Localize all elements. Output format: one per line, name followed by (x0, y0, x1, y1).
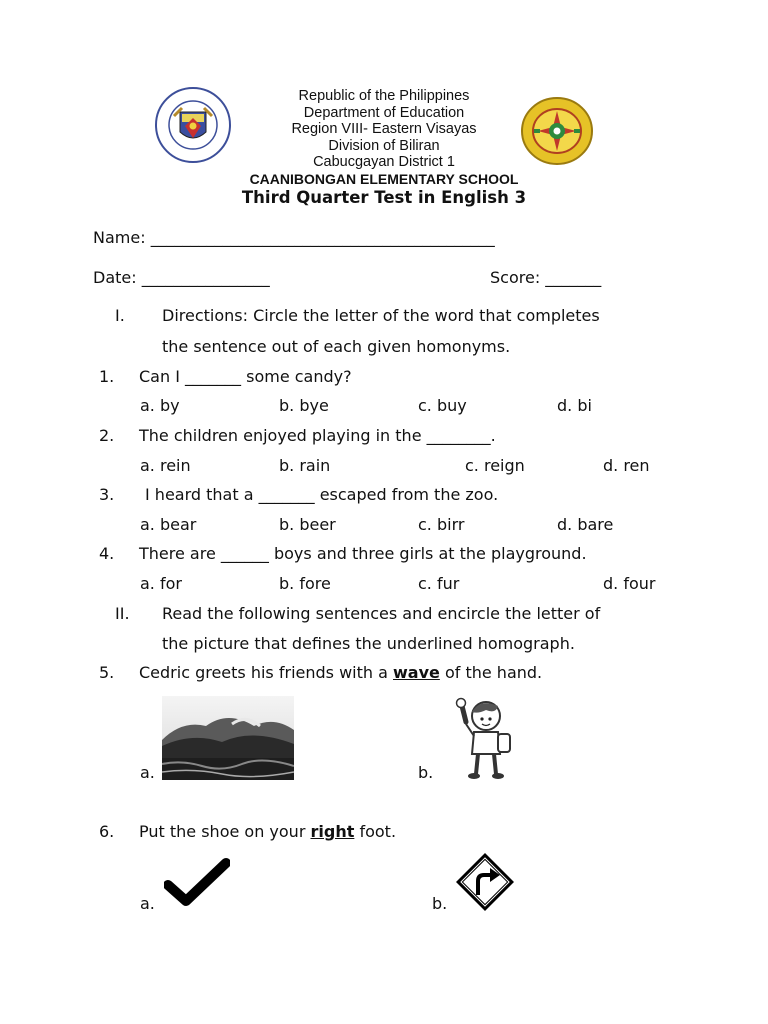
section2-directions-line1: Read the following sentences and encircle the letter of (162, 604, 601, 623)
score-label: Score: (490, 268, 541, 287)
date-field[interactable] (93, 268, 270, 287)
score-line[interactable]: _______ (545, 268, 602, 287)
item-question: The children enjoyed playing in the ________. (139, 426, 496, 445)
date-label: Date: (93, 268, 137, 287)
check-mark-icon[interactable] (164, 857, 230, 907)
choice-b[interactable]: b. bye (279, 396, 329, 415)
choice-a[interactable]: a. rein (140, 456, 191, 475)
choice-c[interactable]: c. reign (465, 456, 525, 475)
header-line: Division of Biliran (328, 137, 440, 154)
section1-directions-line2: the sentence out of each given homonyms. (162, 337, 511, 356)
right-turn-sign-icon[interactable] (454, 851, 516, 913)
choice-a[interactable]: a. (140, 894, 155, 913)
choice-d[interactable]: d. bi (557, 396, 592, 415)
choice-b[interactable]: b. (432, 894, 448, 913)
header-line: Department of Education (303, 104, 465, 121)
choice-b[interactable]: b. rain (279, 456, 331, 475)
name-field[interactable] (93, 228, 495, 247)
boy-waving-cartoon[interactable] (440, 692, 530, 782)
header-line: Republic of the Philippines (298, 88, 470, 104)
choice-b[interactable]: b. (418, 763, 434, 782)
item-number: 2. (99, 426, 115, 445)
choice-d[interactable]: d. bare (557, 515, 614, 534)
choice-a[interactable]: a. for (140, 574, 182, 593)
item-question: There are ______ boys and three girls at the playground. (139, 544, 587, 563)
section1-numeral: I. (115, 306, 125, 325)
score-field[interactable] (490, 268, 601, 287)
name-label: Name: (93, 228, 146, 247)
underlined-homograph: right (310, 822, 355, 841)
item-number: 4. (99, 544, 115, 563)
school-name: CAANIBONGAN ELEMENTARY SCHOOL (249, 171, 519, 187)
choice-c[interactable]: c. birr (418, 515, 465, 534)
choice-a[interactable]: a. (140, 763, 155, 782)
item-question: Cedric greets his friends with a wave of the hand. (139, 663, 543, 682)
header-lines (184, 88, 584, 171)
test-title: Third Quarter Test in English 3 (241, 188, 527, 207)
choice-b[interactable]: b. fore (279, 574, 331, 593)
underlined-homograph: wave (393, 663, 440, 682)
item-number: 1. (99, 367, 115, 386)
choice-b[interactable]: b. beer (279, 515, 336, 534)
name-line[interactable]: ___________________________________________ (150, 228, 495, 247)
choice-d[interactable]: d. four (603, 574, 656, 593)
header-line: Region VIII- Eastern Visayas (291, 121, 477, 137)
item-number: 3. (99, 485, 115, 504)
item-question: Put the shoe on your right foot. (139, 822, 397, 841)
date-line[interactable]: ________________ (141, 268, 270, 287)
item-number: 6. (99, 822, 115, 841)
item-number: 5. (99, 663, 115, 682)
section2-directions-line2: the picture that defines the underlined homograph. (162, 634, 575, 653)
choice-d[interactable]: d. ren (603, 456, 650, 475)
section1-directions-line1: Directions: Circle the letter of the word that completes (162, 306, 600, 325)
item-question: I heard that a _______ escaped from the zoo. (145, 485, 499, 504)
choice-a[interactable]: a. bear (140, 515, 197, 534)
section2-numeral: II. (115, 604, 130, 623)
ocean-wave-photo[interactable] (162, 696, 294, 780)
choice-c[interactable]: c. buy (418, 396, 467, 415)
item-question: Can I _______ some candy? (139, 367, 352, 386)
choice-a[interactable]: a. by (140, 396, 180, 415)
header-line: Cabucgayan District 1 (313, 154, 455, 170)
choice-c[interactable]: c. fur (418, 574, 460, 593)
